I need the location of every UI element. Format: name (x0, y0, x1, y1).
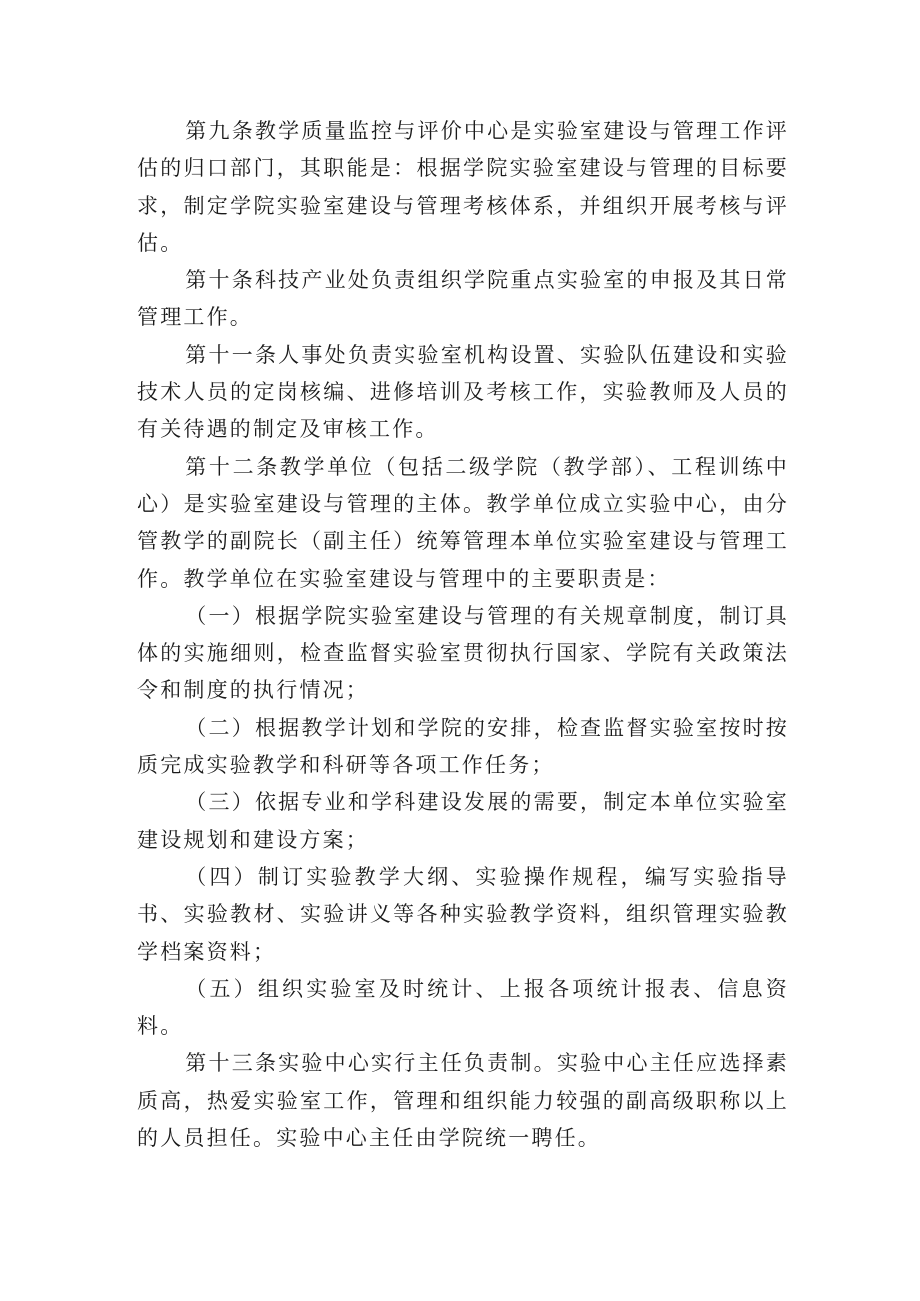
document-page (137, 113, 789, 1157)
article-12-item-1: （一）根据学院实验室建设与管理的有关规章制度，制订具体的实施细则，检查监督实验室贯彻执行国家、学院有关政策法令和制度的执行情况； (137, 603, 789, 703)
article-11: 第十一条人事处负责实验室机构设置、实验队伍建设和实验技术人员的定岗核编、进修培训及考核工作，实验教师及人员的有关待遇的制定及审核工作。 (137, 342, 789, 442)
article-12-item-3: （三）依据专业和学科建设发展的需要，制定本单位实验室建设规划和建设方案； (137, 790, 789, 852)
article-9: 第九条教学质量监控与评价中心是实验室建设与管理工作评估的归口部门，其职能是：根据学院实验室建设与管理的目标要求，制定学院实验室建设与管理考核体系，并组织开展考核与评估。 (137, 119, 789, 255)
article-13: 第十三条实验中心实行主任负责制。实验中心主任应选择素质高，热爱实验室工作，管理和组织能力较强的副高级职称以上的人员担任。实验中心主任由学院统一聘任。 (137, 1051, 789, 1151)
article-12: 第十二条教学单位（包括二级学院（教学部）、工程训练中心）是实验室建设与管理的主体。教学单位成立实验中心，由分管教学的副院长（副主任）统筹管理本单位实验室建设与管理工作。教学单位在实验室建设与管理中的主要职责是： (137, 454, 789, 591)
article-10: 第十条科技产业处负责组织学院重点实验室的申报及其日常管理工作。 (137, 268, 789, 330)
article-12-item-4: （四）制订实验教学大纲、实验操作规程，编写实验指导书、实验教材、实验讲义等各种实验教学资料，组织管理实验教学档案资料； (137, 864, 789, 964)
article-12-item-2: （二）根据教学计划和学院的安排，检查监督实验室按时按质完成实验教学和科研等各项工作任务； (137, 715, 789, 778)
article-12-item-5: （五）组织实验室及时统计、上报各项统计报表、信息资料。 (137, 976, 789, 1039)
